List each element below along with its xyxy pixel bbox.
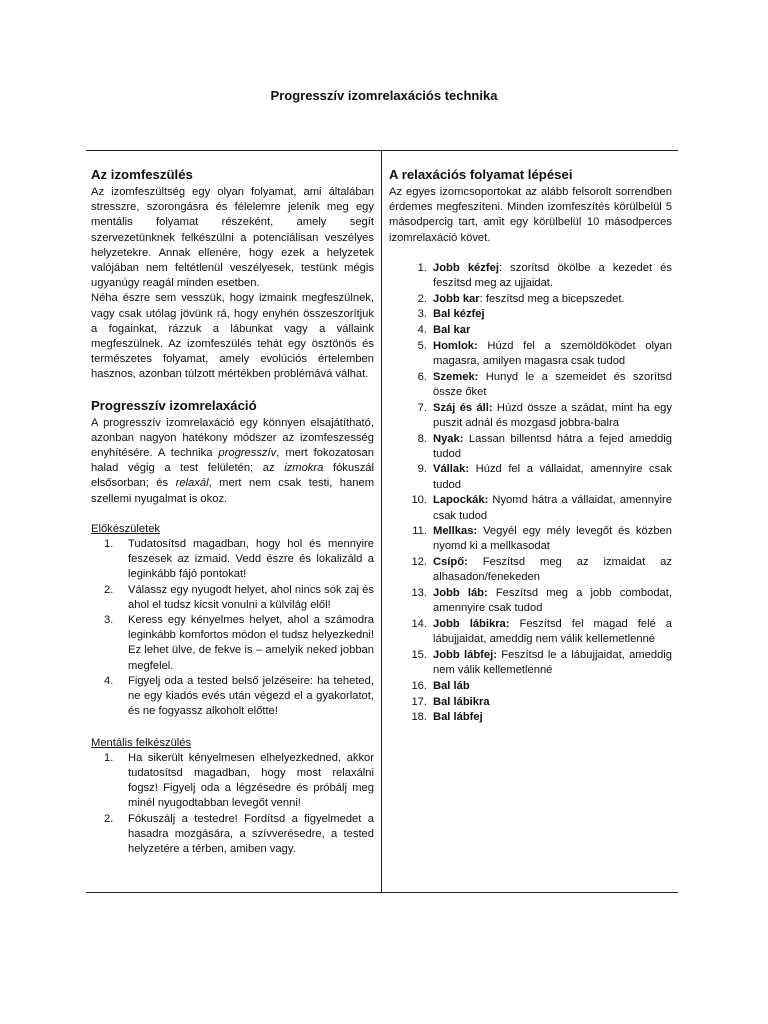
list-item bbox=[91, 812, 374, 858]
step-number: 15. bbox=[411, 648, 427, 661]
step-text: Lassan billentsd hátra a fejed ameddig tudod bbox=[433, 432, 672, 460]
step-item bbox=[389, 710, 672, 725]
list-number: 1. bbox=[104, 751, 114, 764]
list-number: 4. bbox=[104, 674, 114, 687]
paragraph: Néha észre sem vesszük, hogy izmaink megfeszülnek, vagy csak utólag jövünk rá, hogy enyhén összeszorítjuk a fogainkat, rázzuk a lábunkat vagy a vállaink megfeszülnek. Az izomfeszülés tehát egy ösztönös és természetes folyamat, amely evolúciós értelemben hasznos, azonban túlzott mértékben problémává válhat. bbox=[91, 292, 374, 381]
list-text: Ha sikerült kényelmesen elhelyezkedned, akkor tudatosítsd magadban, hogy most relaxálni fogsz! Figyelj oda a légzésedre és próbálj meg minél nyugodtabban levegőt venni! bbox=[128, 751, 374, 810]
step-text: Feszítsd le a lábujjaidat, ameddig nem válik kellemetlenné bbox=[433, 648, 673, 677]
step-item bbox=[389, 679, 672, 694]
step-number: 5. bbox=[417, 339, 427, 352]
step-label: Homlok: bbox=[433, 339, 478, 352]
column-divider bbox=[381, 150, 382, 892]
step-label: Jobb lábfej: bbox=[433, 648, 497, 661]
step-text: Hunyd le a szemeidet és szorítsd össze őket bbox=[433, 370, 672, 398]
step-item bbox=[389, 307, 672, 322]
list-item bbox=[91, 537, 374, 583]
list-number: 1. bbox=[104, 538, 114, 551]
text-run: , mert nem csak testi, hanem szellemi nyugalmat is okoz. bbox=[91, 477, 375, 505]
step-text: Feszítsd meg a jobb combodat, amennyire csak tudod bbox=[433, 587, 672, 615]
mental-list bbox=[91, 751, 374, 857]
step-number: 18. bbox=[411, 711, 427, 724]
step-number: 11. bbox=[412, 525, 427, 538]
left-column bbox=[91, 166, 374, 857]
step-text: Nyomd hátra a vállaidat, amennyire csak tudod bbox=[433, 494, 672, 522]
section-title-progressziv: Progresszív izomrelaxáció bbox=[91, 397, 257, 413]
step-item bbox=[389, 617, 672, 647]
right-column bbox=[389, 166, 672, 726]
subheading-mentalis: Mentális felkészülés bbox=[91, 736, 192, 749]
list-text: Fókuszálj a testedre! Fordítsd a figyelmedet a hasadra mozgására, a szívverésedre, a tested helyzetére a térben, amiben vagy. bbox=[128, 812, 374, 855]
step-label: Mellkas: bbox=[433, 525, 478, 538]
section-title-lepesek: A relaxációs folyamat lépései bbox=[389, 167, 573, 182]
document-title: Progresszív izomrelaxációs technika bbox=[270, 88, 498, 103]
step-number: 10. bbox=[411, 494, 427, 507]
step-text: Feszítsd meg az izmaidat az alhasadon/fenekeden bbox=[433, 556, 672, 584]
emphasis: relaxál bbox=[175, 477, 209, 490]
list-text: Válassz egy nyugodt helyet, ahol nincs sok zaj és ahol el tudsz kicsit vonulni a külvilág elől! bbox=[128, 583, 374, 611]
step-text: : feszítsd meg a bicepszedet. bbox=[479, 292, 625, 305]
step-number: 12. bbox=[411, 556, 427, 569]
step-text: Húzd össze a szádat, mint ha egy puszit adnál és mozgasd jobbra-balra bbox=[433, 401, 672, 429]
step-item bbox=[389, 524, 672, 554]
step-number: 3. bbox=[417, 308, 427, 321]
text-run: A progresszív izomrelaxáció egy könnyen elsajátítható, azonban nagyon hatékony módszer az izomfeszesség enyhítésére. A technika bbox=[91, 416, 374, 460]
step-number: 14. bbox=[411, 617, 427, 630]
step-label: Jobb lábikra: bbox=[433, 617, 510, 630]
section-title-izomfeszules: Az izomfeszülés bbox=[91, 167, 193, 182]
step-item bbox=[389, 292, 672, 307]
list-number: 2. bbox=[104, 583, 114, 596]
step-item bbox=[389, 370, 672, 400]
step-label: Nyak: bbox=[433, 432, 464, 445]
step-number: 4. bbox=[417, 324, 427, 337]
step-label: Vállak: bbox=[433, 463, 470, 476]
step-item bbox=[389, 493, 672, 523]
emphasis: progresszív bbox=[218, 447, 277, 460]
text-run: fókuszál elsősorban; és bbox=[91, 462, 374, 490]
paragraph: Az izomfeszültség egy olyan folyamat, ami általában stresszre, szorongásra és félelemre jelenik meg egy mentális folyamat részeként, amely segít szervezetünknek felkészülni a potenciálisan veszélyes helyzetekre. Annak ellenére, hogy ezek a helyzetek valójában nem feltétlenül veszélyesek, testünk mégis ugyanúgy reagál minden esetben. bbox=[91, 186, 374, 290]
list-item bbox=[91, 613, 374, 674]
step-number: 7. bbox=[417, 401, 427, 414]
list-number: 2. bbox=[104, 812, 114, 825]
list-text: Figyelj oda a tested belső jelzéseire: ha teheted, ne egy kiadós evés után végezd el a gyakorlatot, és ne fogyassz alkoholt előtte! bbox=[128, 674, 374, 718]
list-number: 3. bbox=[104, 614, 114, 627]
step-item bbox=[389, 586, 672, 616]
list-item bbox=[91, 583, 374, 613]
steps-list bbox=[389, 261, 672, 726]
step-text: Vegyél egy mély levegőt és közben nyomd ki a mellkasodat bbox=[433, 525, 672, 553]
step-item bbox=[389, 555, 672, 585]
step-label: Bal lábikra bbox=[433, 695, 490, 708]
subheading-elokeszuletek: Előkészületek bbox=[91, 522, 161, 535]
step-text: : szorítsd ökölbe a kezedet és feszítsd meg az ujjaidat. bbox=[433, 261, 672, 290]
step-item bbox=[389, 261, 672, 291]
list-text: Tudatosítsd magadban, hogy hol és mennyire feszesek az izmaid. Vedd észre és lokalizáld a leginkább fájó pontokat! bbox=[128, 538, 374, 581]
step-text: Húzd fel a szemöldöködet olyan magasra, amilyen magasra csak tudod bbox=[433, 339, 672, 368]
step-number: 6. bbox=[417, 370, 427, 383]
preparation-list bbox=[91, 537, 374, 719]
step-label: Bal kézfej bbox=[433, 308, 485, 321]
step-number: 8. bbox=[417, 432, 427, 445]
step-number: 1. bbox=[417, 261, 427, 274]
emphasis: izmokra bbox=[284, 462, 324, 475]
step-number: 16. bbox=[411, 679, 427, 692]
step-text: Húzd fel a vállaidat, amennyire csak tudod bbox=[433, 463, 672, 491]
step-number: 2. bbox=[417, 292, 427, 305]
step-item bbox=[389, 432, 672, 462]
list-item bbox=[91, 674, 374, 720]
step-label: Jobb kar bbox=[433, 292, 480, 305]
paragraph: Az egyes izomcsoportokat az alább felsorolt sorrendben érdemes megfeszíteni. Minden izomfeszítés körülbelül 5 másodpercig tart, amit egy körülbelül 10 másodperces izomrelaxáció követ. bbox=[389, 186, 672, 244]
step-label: Bal lábfej bbox=[433, 711, 483, 724]
step-number: 13. bbox=[411, 587, 427, 600]
step-item bbox=[389, 323, 672, 338]
list-text: Keress egy kényelmes helyet, ahol a számodra leginkább komfortos módon el tudsz helyezkedni! Ez lehet ülve, de fekve is – amelyik neked jobban megfelel. bbox=[128, 614, 374, 672]
step-label: Csípő: bbox=[433, 556, 468, 569]
step-label: Szemek: bbox=[433, 370, 479, 383]
step-label: Száj és áll: bbox=[433, 401, 493, 414]
step-item bbox=[389, 401, 672, 431]
step-label: Bal kar bbox=[433, 324, 471, 337]
paragraph bbox=[91, 416, 374, 507]
text-run: , mert fokozatosan halad végig a test felületén; az bbox=[91, 447, 375, 475]
step-number: 9. bbox=[417, 463, 427, 476]
bottom-rule bbox=[86, 892, 678, 893]
step-label: Lapockák: bbox=[433, 494, 489, 507]
step-number: 17. bbox=[411, 695, 427, 708]
top-rule bbox=[86, 150, 678, 151]
step-text: Feszítsd fel magad felé a lábujjaidat, ameddig nem válik kellemetlenné bbox=[433, 617, 672, 646]
step-label: Jobb kézfej bbox=[433, 261, 499, 274]
list-item bbox=[91, 751, 374, 812]
step-item bbox=[389, 695, 672, 710]
step-item bbox=[389, 648, 672, 678]
step-label: Bal láb bbox=[433, 679, 470, 692]
step-label: Jobb láb: bbox=[433, 587, 488, 600]
step-item bbox=[389, 339, 672, 369]
step-item bbox=[389, 462, 672, 492]
